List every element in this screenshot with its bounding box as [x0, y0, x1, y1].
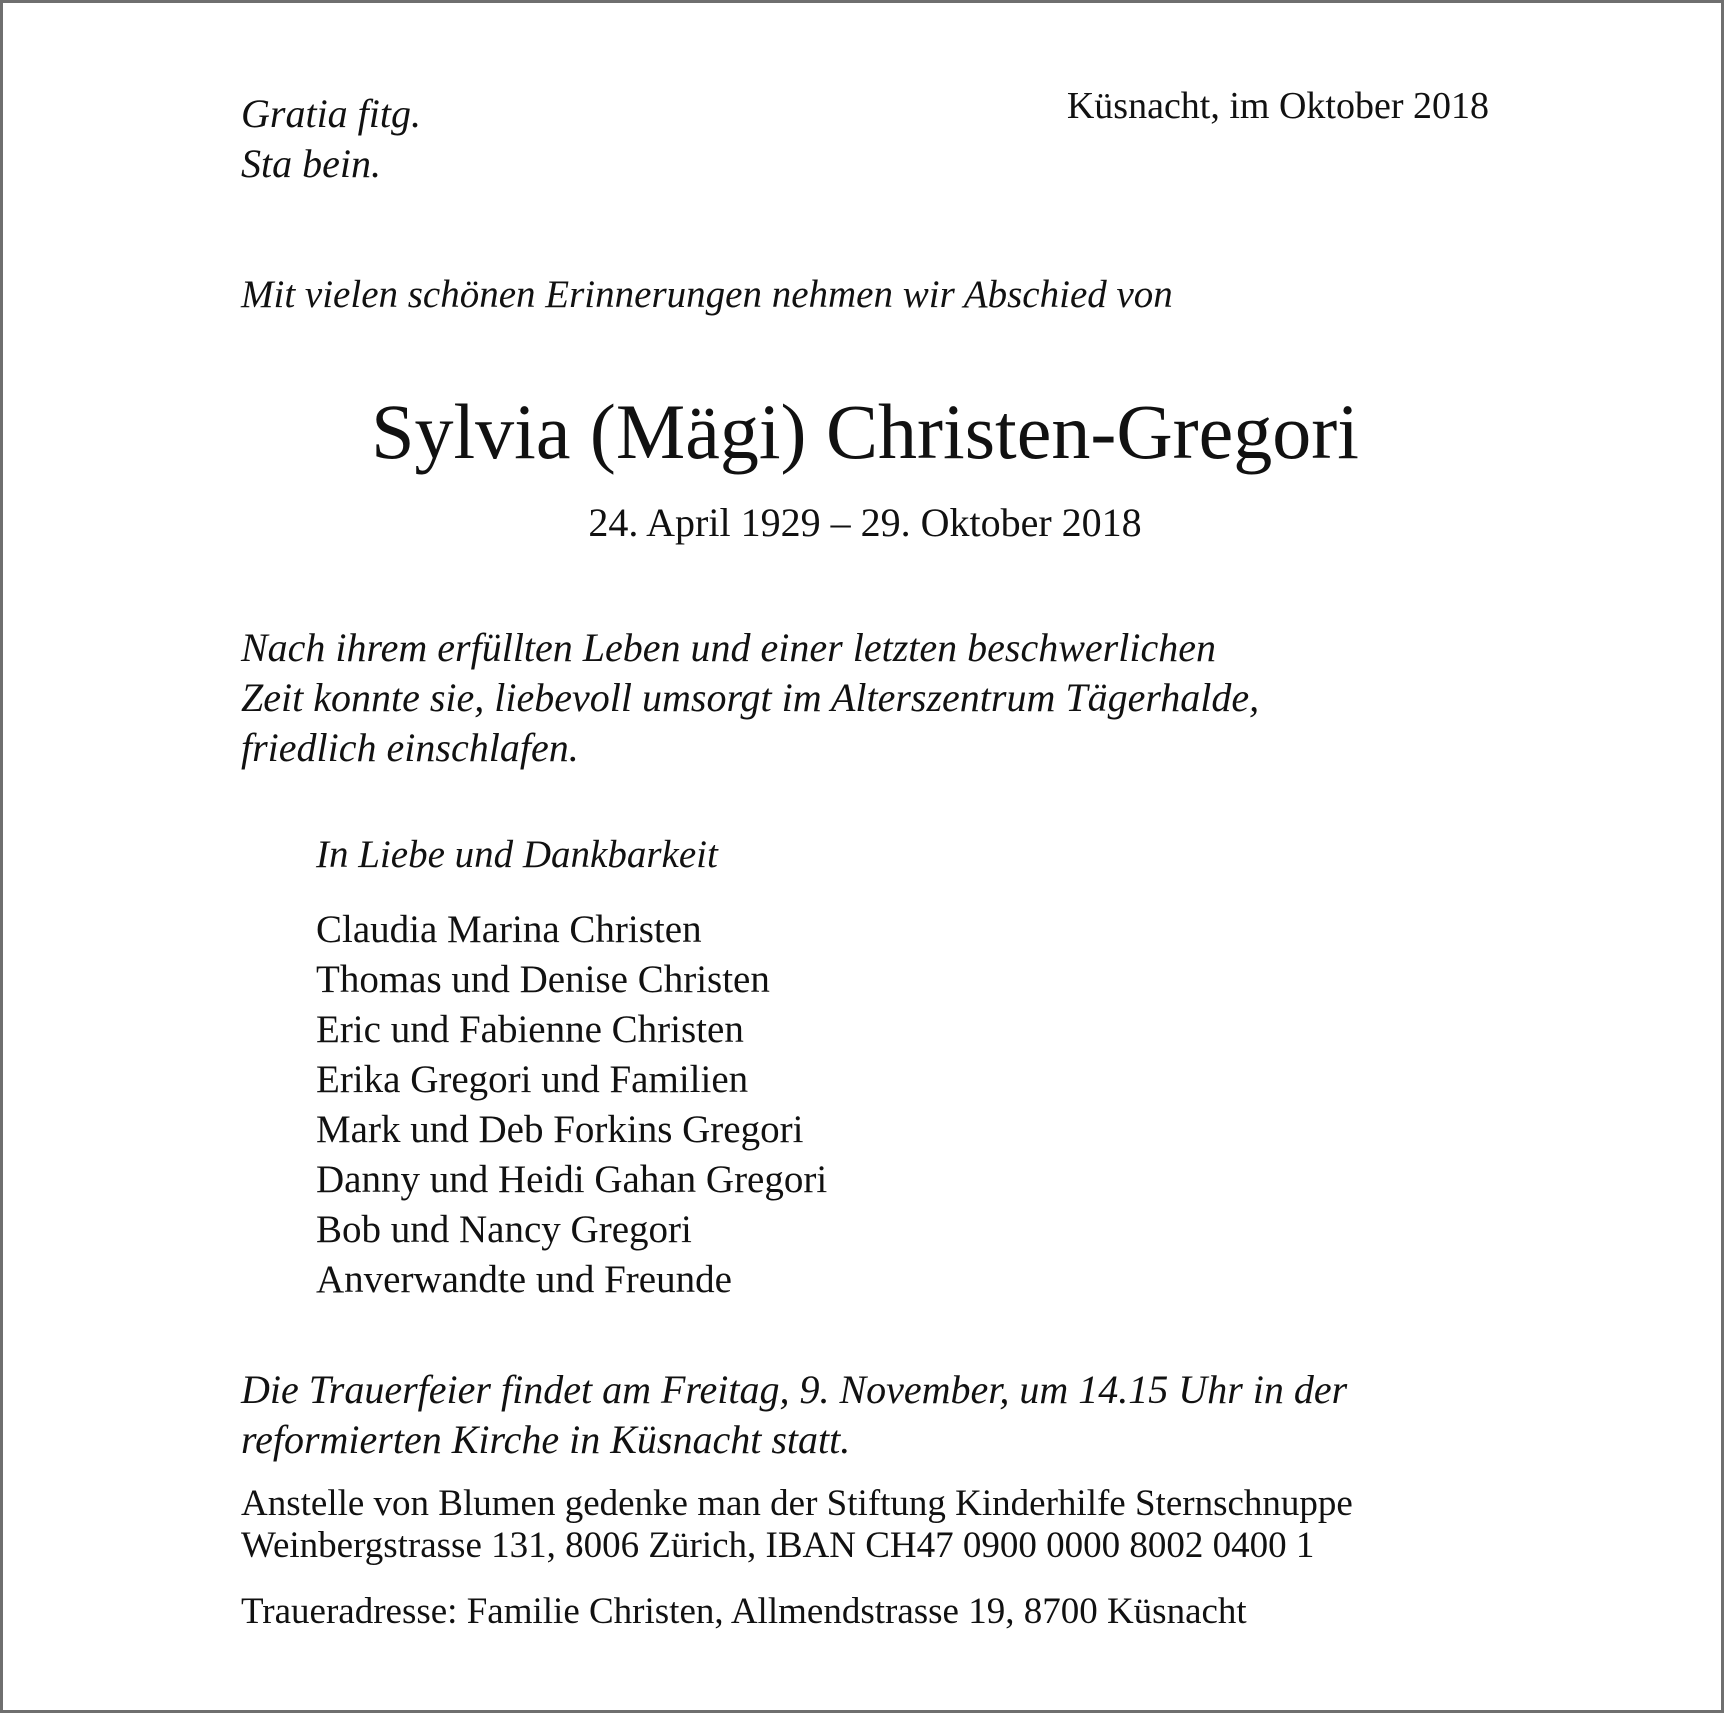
mourner-item: Mark und Deb Forkins Gregori: [316, 1108, 804, 1151]
passing-text-line-2: Zeit konnte sie, liebevoll umsorgt im Alterszentrum Tägerhalde,: [241, 675, 1260, 720]
intro-line: Mit vielen schönen Erinnerungen nehmen wir Abschied von: [241, 273, 1173, 316]
place-and-date: Küsnacht, im Oktober 2018: [1066, 85, 1489, 127]
donation-line-2: Weinbergstrasse 131, 8006 Zürich, IBAN CH47 0900 0000 8002 0400 1: [241, 1525, 1315, 1566]
donation-line-1: Anstelle von Blumen gedenke man der Stiftung Kinderhilfe Sternschnuppe: [241, 1483, 1353, 1524]
passing-text: [241, 623, 1259, 773]
mourner-item: Claudia Marina Christen: [316, 908, 702, 951]
mourner-item: Anverwandte und Freunde: [316, 1258, 732, 1301]
deceased-name: Sylvia (Mägi) Christen-Gregori: [371, 388, 1359, 475]
motto-line-1: Gratia fitg.: [241, 91, 422, 136]
mourner-item: Danny und Heidi Gahan Gregori: [316, 1158, 828, 1201]
donation-info: [241, 1483, 1353, 1567]
passing-text-line-3: friedlich einschlafen.: [241, 725, 579, 770]
romansh-motto: [241, 89, 421, 189]
mourner-item: Erika Gregori und Familien: [316, 1058, 749, 1101]
mourner-item: Eric und Fabienne Christen: [316, 1008, 744, 1051]
life-dates: 24. April 1929 – 29. Oktober 2018: [588, 500, 1142, 545]
service-line-2: reformierten Kirche in Küsnacht statt.: [241, 1417, 851, 1462]
mourner-item: Bob und Nancy Gregori: [316, 1208, 692, 1251]
closing-phrase: In Liebe und Dankbarkeit: [316, 833, 718, 876]
mourners-list: [316, 905, 827, 1305]
mourner-item: Thomas und Denise Christen: [316, 958, 770, 1001]
passing-text-line-1: Nach ihrem erfüllten Leben und einer letzten beschwerlichen: [241, 625, 1216, 670]
mourning-address: Traueradresse: Familie Christen, Allmendstrasse 19, 8700 Küsnacht: [241, 1591, 1247, 1632]
service-line-1: Die Trauerfeier findet am Freitag, 9. November, um 14.15 Uhr in der: [241, 1367, 1348, 1412]
funeral-service-info: [241, 1365, 1347, 1465]
motto-line-2: Sta bein.: [241, 141, 381, 186]
